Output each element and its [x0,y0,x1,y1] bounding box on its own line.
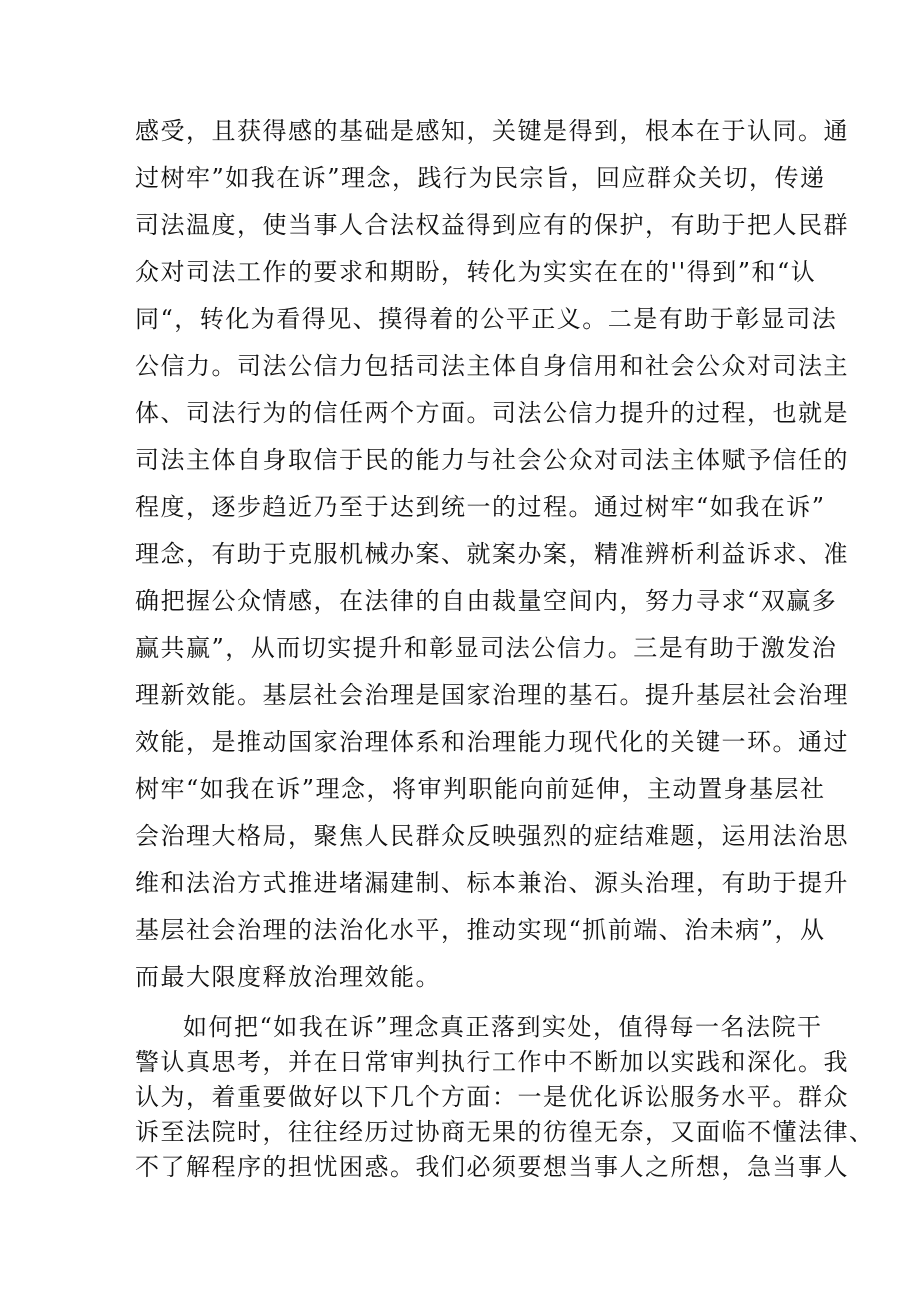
text-line: 确把握公众情感，在法律的自由裁量空间内，努力寻求“双赢多 [135,587,838,615]
text-line: 公信力。司法公信力包括司法主体自身信用和社会公众对司法主 [135,352,849,380]
text-line: 理新效能。基层社会治理是国家治理的基石。提升基层社会治理 [135,681,849,709]
text-line: 警认真思考，并在日常审判执行工作中不断加以实践和深化。我 [135,1048,849,1076]
text-line: 赢共赢”，从而切实提升和彰显司法公信力。三是有助于激发治 [135,634,838,662]
text-line: 诉至法院时，往往经历过协商无果的彷徨无奈，又面临不懂法律、 [135,1118,875,1146]
text-line: 理念，有助于克服机械办案、就案办案，精准辨析利益诉求、准 [135,540,849,568]
text-line: 同“，转化为看得见、摸得着的公平正义。二是有助于彰显司法 [135,305,838,333]
text-line: 程度，逐步趋近乃至于达到统一的过程。通过树牢“如我在诉” [135,493,826,521]
text-line: 感受，且获得感的基础是感知，关键是得到，根本在于认同。通 [135,117,849,145]
text-line: 司法主体自身取信于民的能力与社会公众对司法主体赋予信任的 [135,446,849,474]
text-line: 维和法治方式推进堵漏建制、标本兼治、源头治理，有助于提升 [135,869,849,897]
text-line: 不了解程序的担忧困惑。我们必须要想当事人之所想，急当事人 [135,1153,849,1181]
text-line: 认为，着重要做好以下几个方面：一是优化诉讼服务水平。群众 [135,1083,849,1111]
text-line: 体、司法行为的信任两个方面。司法公信力提升的过程，也就是 [135,399,849,427]
text-line: 如何把“如我在诉”理念真正落到实处，值得每一名法院干 [183,1013,823,1041]
text-line: 过树牢”如我在诉”理念，践行为民宗旨，回应群众关切，传递 [135,164,826,192]
text-line: 而最大限度释放治理效能。 [135,963,441,991]
text-line: 基层社会治理的法治化水平，推动实现“抓前端、治未病”，从 [135,916,826,944]
text-line: 树牢“如我在诉”理念，将审判职能向前延伸，主动置身基层社 [135,775,826,803]
text-line: 司法温度，使当事人合法权益得到应有的保护，有助于把人民群 [135,211,849,239]
text-line: 效能，是推动国家治理体系和治理能力现代化的关键一环。通过 [135,728,849,756]
text-line: 会治理大格局，聚焦人民群众反映强烈的症结难题，运用法治思 [135,822,849,850]
paragraph-2 [135,1010,875,1185]
text-line: 众对司法工作的要求和期盼，转化为实实在在的''得到”和“认 [135,258,817,286]
paragraph-1 [135,108,849,1001]
